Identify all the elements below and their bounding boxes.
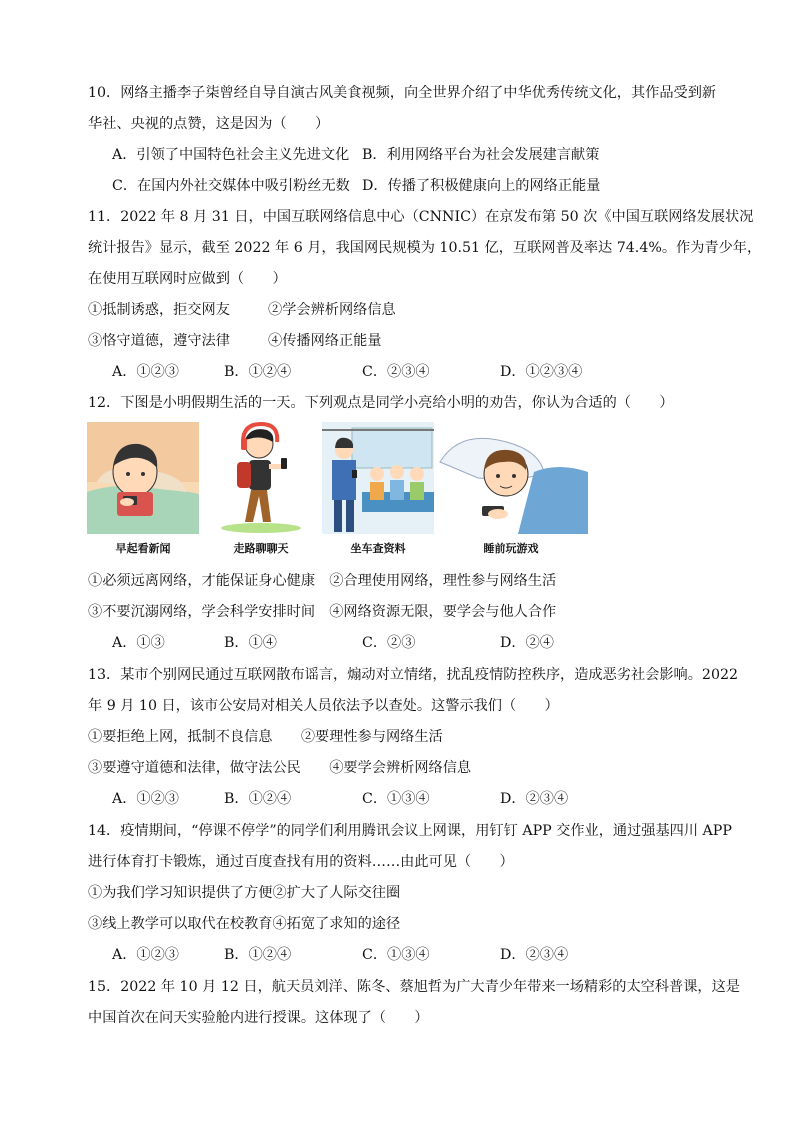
q13-stem-cont: 年 9 月 10 日，该市公安局对相关人员依法予以查处。这警示我们（ ） <box>88 698 559 714</box>
caption-picture-1: 早起看新闻 <box>115 542 171 555</box>
q14-option-d: D．②③④ <box>500 947 569 963</box>
q15-stem-cont: 中国首次在问天实验舱内进行授课。这体现了（ ） <box>88 1010 429 1026</box>
q10-option-b: B．利用网络平台为社会发展建言献策 <box>362 147 600 163</box>
q11-item-2: ②学会辨析网络信息 <box>268 302 396 318</box>
q12-option-c: C．②③ <box>362 635 416 651</box>
q14-option-b: B．①②④ <box>224 947 292 963</box>
q13-items-row2: ③要遵守道德和法律，做守法公民 ④要学会辨析网络信息 <box>88 760 472 776</box>
caption-picture-3: 坐车查资料 <box>350 542 406 555</box>
q12-stem: 12．下图是小明假期生活的一天。下列观点是同学小亮给小明的劝告，你认为合适的（ ） <box>88 395 674 411</box>
q13-stem: 13．某市个别网民通过互联网散布谣言，煽动对立情绪，扰乱疫情防控秩序，造成恶劣社会影响。2022 <box>88 667 739 683</box>
q11-stem-cont2: 在使用互联网时应做到（ ） <box>88 271 287 287</box>
illustration-news-in-bed <box>87 422 199 534</box>
q14-option-a: A．①②③ <box>112 947 179 963</box>
q12-items-row2: ③不要沉溺网络，学会科学安排时间 ④网络资源无限，要学会与他人合作 <box>88 604 557 620</box>
q13-items-row1: ①要拒绝上网，抵制不良信息 ②要理性参与网络生活 <box>88 729 443 745</box>
q13-option-b: B．①②④ <box>224 791 292 807</box>
q10-option-d: D．传播了积极健康向上的网络正能量 <box>362 178 601 194</box>
q10-stem: 10．网络主播李子柒曾经自导自演古风美食视频，向全世界介绍了中华优秀传统文化，其作品受到新 <box>88 85 717 101</box>
q12-option-a: A．①③ <box>112 635 165 651</box>
illustration-walking-chatting <box>205 422 317 534</box>
q12-items-row1: ①必须远离网络，才能保证身心健康 ②合理使用网络，理性参与网络生活 <box>88 573 557 589</box>
q11-stem-cont: 统计报告》显示，截至 2022 年 6 月，我国网民规模为 10.51 亿，互联网普及率达 74.4%。作为青少年， <box>88 240 762 256</box>
q15-stem: 15．2022 年 10 月 12 日，航天员刘洋、陈冬、蔡旭哲为广大青少年带来一场精彩的太空科普课，这是 <box>88 979 740 995</box>
q11-option-b: B．①②④ <box>224 364 292 380</box>
q12-option-d: D．②④ <box>500 635 554 651</box>
q10-option-c: C．在国内外社交媒体中吸引粉丝无数 <box>112 178 350 194</box>
q10-stem-cont: 华社、央视的点赞，这是因为（ ） <box>88 116 330 132</box>
q14-items-row2: ③线上教学可以取代在校教育④拓宽了求知的途径 <box>88 916 401 932</box>
q11-stem: 11．2022 年 8 月 31 日，中国互联网络信息中心（CNNIC）在京发布第 50 次《中国互联网络发展状况 <box>88 209 754 225</box>
q13-option-a: A．①②③ <box>112 791 179 807</box>
illustration-gaming-before-sleep <box>438 422 588 534</box>
q14-items-row1: ①为我们学习知识提供了方便②扩大了人际交往圈 <box>88 885 401 901</box>
q14-stem: 14．疫情期间，“停课不停学”的同学们利用腾讯会议上网课，用钉钉 APP 交作业，通过强基四川 APP <box>88 823 732 839</box>
q14-stem-cont: 进行体育打卡锻炼，通过百度查找有用的资料……由此可见（ ） <box>88 854 514 870</box>
q12-option-b: B．①④ <box>224 635 277 651</box>
q11-item-4: ④传播网络正能量 <box>268 333 382 349</box>
q11-option-d: D．①②③④ <box>500 364 583 380</box>
q11-option-a: A．①②③ <box>112 364 179 380</box>
q13-option-d: D．②③④ <box>500 791 569 807</box>
q13-option-c: C．①③④ <box>362 791 430 807</box>
q14-option-c: C．①③④ <box>362 947 430 963</box>
caption-picture-4: 睡前玩游戏 <box>483 542 539 555</box>
q11-item-3: ③恪守道德，遵守法律 <box>88 333 230 349</box>
q10-option-a: A．引领了中国特色社会主义先进文化 <box>112 147 350 163</box>
illustration-bus-searching <box>322 422 434 534</box>
q11-item-1: ①抵制诱惑，拒交网友 <box>88 302 230 318</box>
q11-option-c: C．②③④ <box>362 364 430 380</box>
caption-picture-2: 走路聊聊天 <box>233 542 289 555</box>
